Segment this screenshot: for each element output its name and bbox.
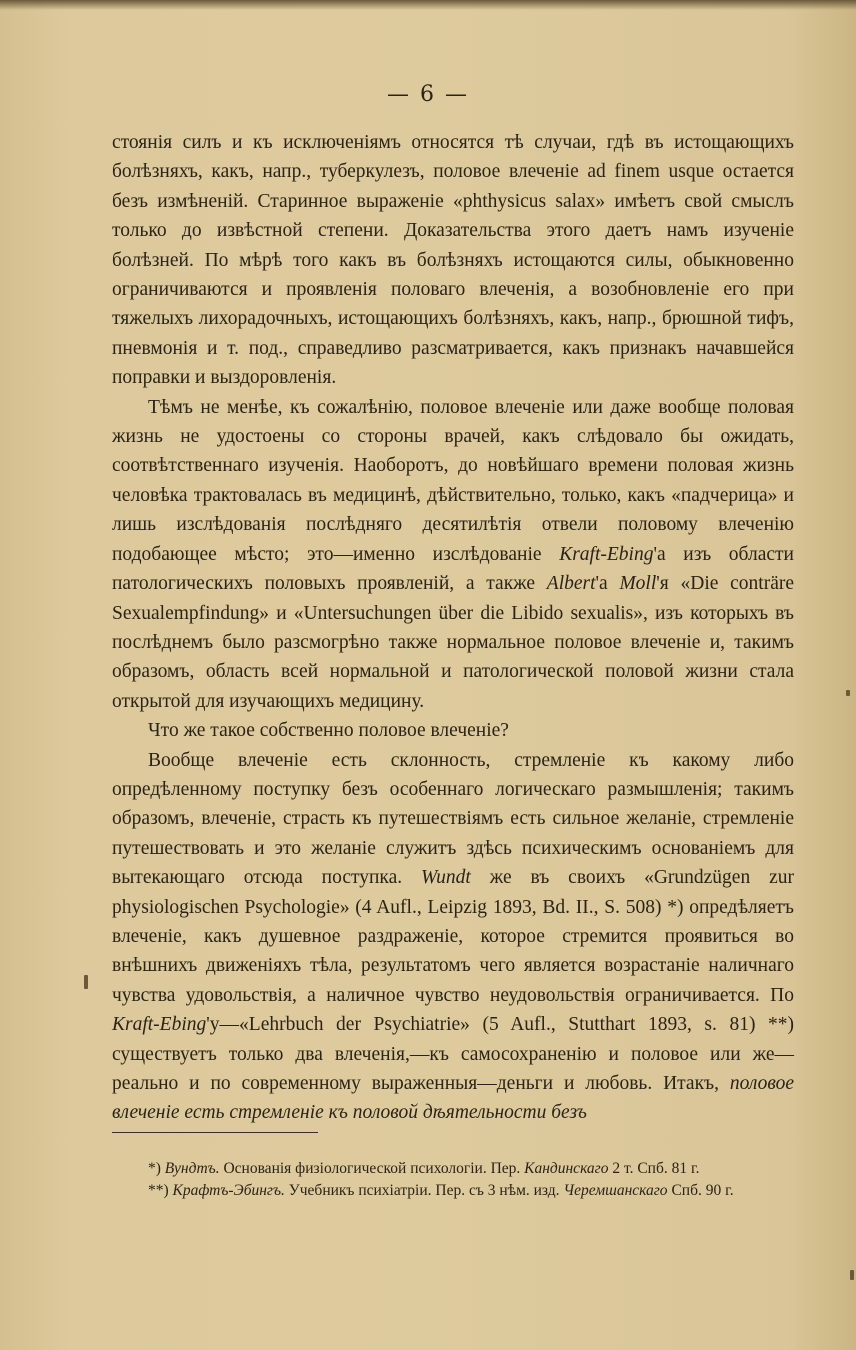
- paragraph-4: [112, 746, 794, 1128]
- footnote-author: Вундтъ.: [164, 1160, 220, 1177]
- footnote-translator: Черемшанскаго: [563, 1182, 668, 1199]
- paragraph-4-text: Вообще влеченіе есть склонность, стремленіе къ какому либо опредѣленному поступку безъ особеннаго логическаго размышленія; такимъ образомъ, влеченіе, страсть къ путешествіямъ есть сильное желаніе, стремленіе путешествовать и это желаніе служитъ здѣсь психическимъ основаніемъ для вытекающаго отсюда поступка.: [112, 749, 794, 889]
- footnote-author: Крафтъ-Эбингъ.: [172, 1182, 285, 1199]
- footnote-divider: [112, 1132, 318, 1133]
- paragraph-2-text-d: 'я «Die conträre Sexualempfindung» и «Untersuchungen über die Libido sexualis», изъ которыхъ въ послѣднемъ было разсмогрѣно также нормальное половое влеченіе и, такимъ образомъ, область всей нормальной и патологической половой жизни стала открытой для изучающихъ медицину.: [112, 573, 794, 712]
- footnote-mark: *): [148, 1160, 161, 1177]
- footnote-rest: Спб. 90 г.: [667, 1182, 734, 1199]
- author-wundt: Wundt: [421, 867, 471, 889]
- margin-mark-right: [846, 690, 850, 696]
- footnote-text: Основанія физіологической психологіи. Пер.: [219, 1160, 525, 1177]
- page-number: — 6 —: [387, 82, 469, 107]
- footnote-2: [112, 1180, 794, 1202]
- page-top-shadow: [0, 0, 856, 10]
- paragraph-2-text: Тѣмъ не менѣе, къ сожалѣнію, половое влеченіе или даже вообще половая жизнь не удостоены со стороны врачей, какъ слѣдовало бы ожидать, соотвѣтственнаго изученія. Наоборотъ, до новѣйшаго времени половая жизнь человѣка трактовалась въ медицинѣ, дѣйствительно, только, какъ «падчерица» и лишь изслѣдованія послѣдняго десятилѣтія отвели половому влеченію подобающее мѣсто; это—именно изслѣдованіе: [112, 396, 794, 565]
- author-moll: Moll: [619, 573, 657, 595]
- paragraph-1: стоянія силъ и къ исключеніямъ относятся тѣ случаи, гдѣ въ истощающихъ болѣзняхъ, какъ, напр., туберкулезъ, половое влеченіе ad finem usque остается безъ измѣненій. Старинное выраженіе «phthysicus salax» имѣетъ свой смыслъ только до извѣстной степени. Доказательства этого даетъ намъ изученіе болѣзней. По мѣрѣ того какъ въ болѣзняхъ истощаются силы, обыкновенно ограничиваются и проявленія половаго влеченія, а возобновленіе его при тяжелыхъ лихорадочныхъ, истощающихъ болѣзняхъ, какъ, напр., брюшной тифъ, пневмонія и т. под., справедливо разсматривается, какъ признакъ начавшейся поправки и выздоровленія.: [112, 132, 794, 389]
- paragraph-4-text-c: 'у—«Lehrbuch der Psychiatrie» (5 Aufl., Stutthart 1893, s. 81) **) существуетъ только два влеченія,—къ самосохраненію и половое или же—реально и по современному выраженныя—деньги и любовь. Итакъ,: [112, 1014, 794, 1094]
- footnotes: [112, 1158, 794, 1202]
- footnote-text: Учебникъ психіатріи. Пер. съ 3 нѣм. изд.: [284, 1182, 564, 1199]
- margin-mark-right-bottom: [850, 1270, 854, 1280]
- emphasized-definition: половое влеченіе есть стремленіе къ половой дѣятельности безъ: [112, 1073, 794, 1124]
- page-body: [112, 128, 794, 1128]
- margin-mark-left: [84, 975, 88, 989]
- footnote-1: [112, 1158, 794, 1180]
- paragraph-2-text-c: 'а: [595, 573, 620, 595]
- paragraph-2-text-b: 'а изъ области патологическихъ половыхъ проявленій, а также: [112, 543, 794, 595]
- footnote-translator: Кандинскаго: [524, 1160, 609, 1177]
- author-kraft-ebing-2: Kraft-Ebing: [112, 1014, 207, 1036]
- author-albert: Albert: [546, 573, 596, 595]
- paragraph-3-question: Что же такое собственно половое влеченіе?: [148, 720, 509, 742]
- paragraph-2: [112, 393, 794, 716]
- footnote-rest: 2 т. Спб. 81 г.: [608, 1160, 700, 1177]
- author-kraft-ebing: Kraft-Ebing: [559, 543, 654, 565]
- footnote-mark: **): [148, 1182, 169, 1199]
- paragraph-4-text-b: же въ своихъ «Grundzügen zur physiologischen Psychologie» (4 Aufl., Leipzig 1893, Bd. II., S. 508) *) опредѣляетъ влеченіе, какъ душевное раздраженіе, которое стремится проявиться во внѣшнихъ движеніяхъ тѣла, результатомъ чего является возрастаніе наличнаго чувства удовольствія, а наличное чувство неудовольствія ограничивается. По: [112, 867, 794, 1006]
